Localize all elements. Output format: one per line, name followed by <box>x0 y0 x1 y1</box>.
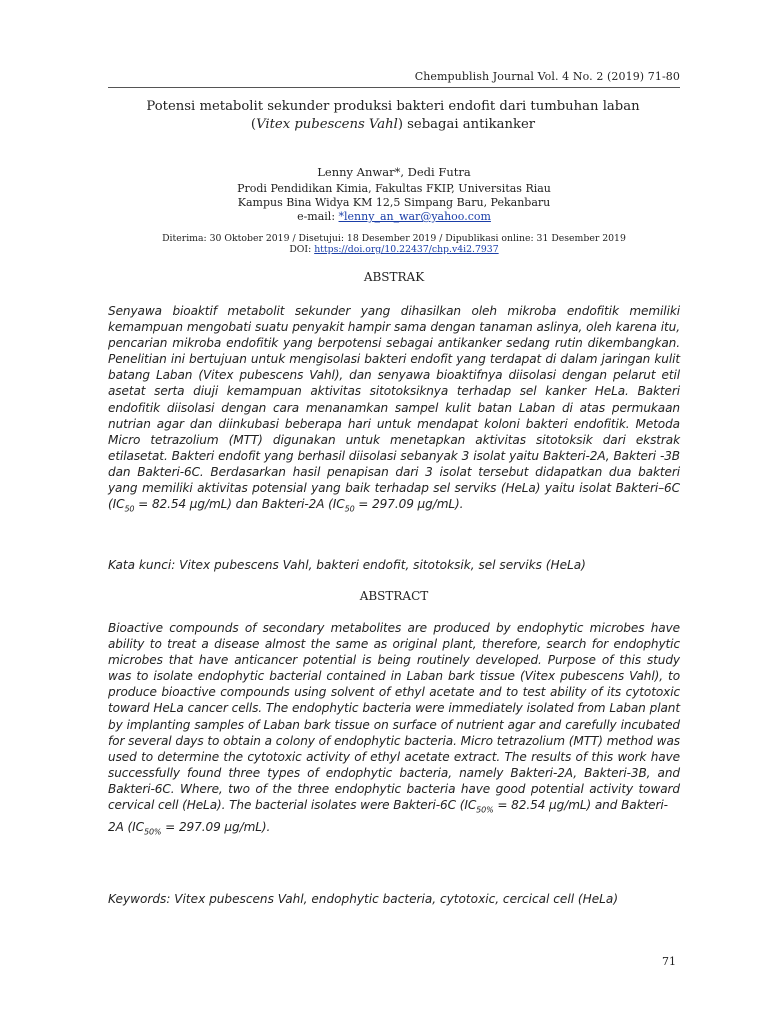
article-title <box>98 98 688 134</box>
title-species: Vitex pubescens Vahl <box>256 117 398 132</box>
abstract-sub-2: 50% <box>143 826 162 836</box>
abstract-line2-start: 2A (IC <box>108 819 144 834</box>
author-affiliation: Prodi Pendidikan Kimia, Fakultas FKIP, Universitas Riau <box>237 182 551 195</box>
abstrak-sub-1: 50 <box>124 504 135 514</box>
dates-block <box>108 233 680 255</box>
title-line-2 <box>98 116 688 134</box>
abstract-text <box>108 620 680 840</box>
abstrak-keywords: Kata kunci: Vitex pubescens Vahl, bakteri endofit, sitotoksik, sel serviks (HeLa) <box>108 558 586 572</box>
abstrak-heading: ABSTRAK <box>363 270 425 284</box>
author-email-line <box>108 210 680 224</box>
header-rule <box>108 87 680 88</box>
abstract-mid: = 82.54 µg/mL) and Bakteri- <box>493 798 668 813</box>
title-line-1: Potensi metabolit sekunder produksi bakteri endofit dari tumbuhan laban <box>146 99 640 114</box>
title-line-2-rest: ) sebagai antikanker <box>397 117 536 132</box>
author-names: Lenny Anwar*, Dedi Futra <box>317 165 471 179</box>
doi-label: DOI: <box>289 244 315 255</box>
doi-line <box>108 244 680 255</box>
doi-link[interactable]: https://doi.org/10.22437/chp.v4i2.7937 <box>314 244 499 255</box>
abstrak-mid: = 82.54 µg/mL) dan Bakteri-2A (IC <box>134 497 345 512</box>
author-block <box>108 165 680 224</box>
abstract-heading: ABSTRACT <box>359 589 429 603</box>
author-address: Kampus Bina Widya KM 12,5 Simpang Baru, Pekanbaru <box>237 196 551 209</box>
abstract-body: Bioactive compounds of secondary metabolites are produced by endophytic microbes have ability to treat a disease almost the same as original plant, therefore, search for endophytic microbes that have anticancer potential is being routinely developed. Purpose of this study was to isolate endophytic bacterial contained in Laban bark tissue (Vitex pubescens Vahl), to produce bioactive compounds using solvent of ethyl acetate and to test ability of its cytotoxic toward HeLa cancer cells. The endophytic bacteria were immediately isolated from Laban plant by implanting samples of Laban bark tissue on surface of nutrient agar and carefully incubated for several days to obtain a colony of endophytic bacteria. Micro tetrazolium (MTT) method was used to determine the cytotoxic activity of ethyl acetate extract. The results of this work have successfully found three types of endophytic bacteria, namely Bakteri-2A, Bakteri-3B, and Bakteri-6C. Where, two of the three endophytic bacteria have good potential activity toward cervical cell (HeLa). The bacterial isolates were Bakteri-6C (IC <box>108 621 680 813</box>
abstrak-body: Senyawa bioaktif metabolit sekunder yang dihasilkan oleh mikroba endofitik memiliki kemampuan mengobati suatu penyakit hampir sama dengan tanaman aslinya, oleh karena itu, pencarian mikroba endofitik yang berpotensi sebagai antikanker sedang rutin dikembangkan. Penelitian ini bertujuan untuk mengisolasi bakteri endofit yang terdapat di dalam jaringan kulit batang Laban (Vitex pubescens Vahl), dan senyawa bioaktifnya diisolasi dengan pelarut etil asetat serta diuji kemampuan aktivitas sitotoksiknya terhadap sel kanker HeLa. Bakteri endofitik diisolasi dengan cara menanamkan sampel kulit batan Laban di atas permukaan nutrian agar dan diinkubasi beberapa hari untuk mendapat koloni bakteri endofitik. Metoda Micro tetrazolium (MTT) digunakan untuk menetapkan aktivitas sitotoksik dari ekstrak etilasetat. Bakteri endofit yang berhasil diisolasi sebanyak 3 isolat yaitu Bakteri-2A, Bakteri -3B dan Bakteri-6C. Berdasarkan hasil penapisan dari 3 isolat tersebut didapatkan dua bakteri yang memiliki aktivitas potensial yang baik terhadap sel serviks (HeLa) yaitu isolat Bakteri–6C (IC <box>108 304 680 512</box>
abstrak-text <box>108 303 680 518</box>
abstrak-sub-2: 50 <box>344 504 355 514</box>
title-open-paren: ( <box>250 117 257 132</box>
abstract-end: = 297.09 µg/mL). <box>161 819 271 834</box>
abstract-sub-1: 50% <box>476 805 494 815</box>
email-label: e-mail: <box>297 210 339 223</box>
abstrak-end: = 297.09 µg/mL). <box>354 497 464 512</box>
journal-header: Chempublish Journal Vol. 4 No. 2 (2019) 71-80 <box>414 70 680 83</box>
abstract-keywords: Keywords: Vitex pubescens Vahl, endophytic bacteria, cytotoxic, cercical cell (HeLa) <box>108 892 619 906</box>
email-link[interactable]: *lenny_an_war@yahoo.com <box>338 210 491 223</box>
page-number: 71 <box>662 955 676 968</box>
dates-line: Diterima: 30 Oktober 2019 / Disetujui: 18 Desember 2019 / Dipublikasi online: 31 Desember 2019 <box>162 233 626 244</box>
